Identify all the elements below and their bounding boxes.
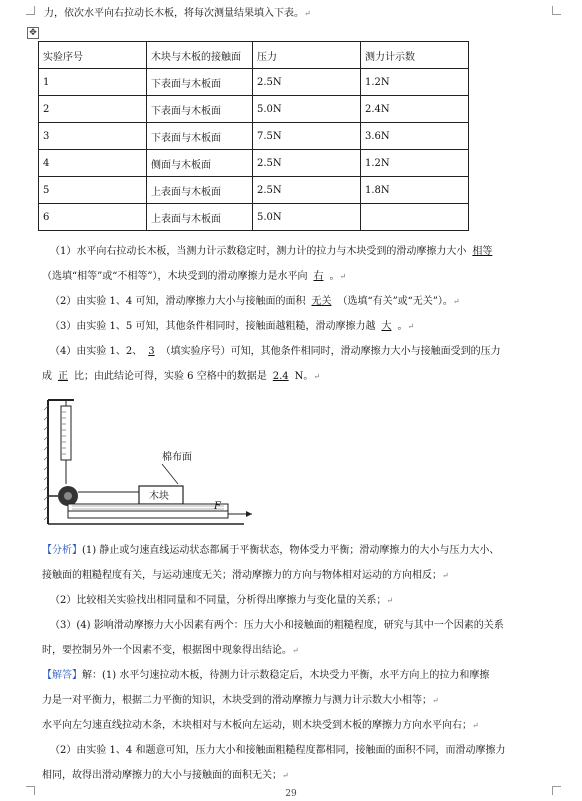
answer-blank: 相等 [472,246,493,257]
intro-line: 力，依次水平向右拉动长木板，将每次测量结果填入下表。↵ [44,8,311,19]
table-cell: 2 [39,96,147,123]
analysis-line-4: （3）(4) 影响滑动摩擦力大小因素有两个：压力大小和接触面的粗糙程度，研究与其中一个因素的关系 [50,620,504,631]
table-cell: 下表面与木板面 [147,69,253,96]
table-header-cell: 测力计示数 [361,42,469,69]
spring-scale-icon [61,406,71,460]
arrow-head [246,511,252,517]
question-2-line: （2）由实验 1、4 可知，滑动摩擦力大小与接触面的面积 无关 （选填“有关”或“无关”）。↵ [50,296,460,307]
table-cell: 下表面与木板面 [147,96,253,123]
table-cell: 7.5N [253,123,361,150]
answer-blank: 3 [148,346,155,357]
table-row [39,177,469,204]
table-cell: 1.2N [361,69,469,96]
table-row [39,150,469,177]
table-cell: 3 [39,123,147,150]
cloth-surface [68,504,228,511]
solution-line-4: （2）由实验 1、4 和题意可知，压力大小和接触面粗糙程度都相同，接触面的面积不同，而滑动摩擦力 [50,745,506,756]
table-cell: 上表面与木板面 [147,204,253,231]
table-header-cell: 木块与木板的接触面 [147,42,253,69]
solution-line-3: 水平向左匀速直线拉动木条，木块相对与木板向左运动，则木块受到木板的摩擦力方向水平向右；↵ [42,720,479,731]
table-cell: 3.6N [361,123,469,150]
table-header-row [39,42,469,69]
table-cell: 2.5N [253,177,361,204]
long-board [68,511,228,518]
page-number: 29 [285,789,297,799]
analysis-tag: 【分析】 [42,545,82,556]
answer-blank: 大 [381,321,392,332]
leader-line [162,464,178,484]
table-row [39,69,469,96]
table-cell: 1.2N [361,150,469,177]
answer-blank: 正 [58,371,68,382]
table-cell: 2.5N [253,150,361,177]
table-cell: 上表面与木板面 [147,177,253,204]
table-cell: 5.0N [253,204,361,231]
table-row [39,204,469,231]
question-1-line-2: （选填“相等”或“不相等”），木块受到的滑动摩擦力是水平向 右 。↵ [42,271,347,282]
table-header-cell: 实验序号 [39,42,147,69]
table-cell: 侧面与木板面 [147,150,253,177]
table-cell: 6 [39,204,147,231]
solution-tag: 【解答】 [42,670,82,681]
experiment-figure [44,396,264,536]
crop-mark [552,6,561,15]
table-header-cell: 压力 [253,42,361,69]
table-cell: 2.5N [253,69,361,96]
analysis-line-2: 接触面的粗糙程度有关，与运动速度无关；滑动摩擦力的方向与物体相对运动的方向相反；↵ [42,570,449,581]
question-3-line: （3）由实验 1、5 可知，其他条件相同时，接触面越粗糙，滑动摩擦力越 大 。↵ [50,321,415,332]
table-row [39,123,469,150]
cloth-label: 棉布面 [162,452,192,463]
solution-line-1: 【解答】解：(1) 水平匀速拉动木板，待测力计示数稳定后，木块受力平衡，水平方向上的拉力和摩擦 [42,670,490,681]
question-4-line-2: 成 正 比；由此结论可得，实验 6 空格中的数据是 2.4 N。↵ [42,371,321,382]
pulley-axle [64,492,72,500]
table-cell: 2.4N [361,96,469,123]
crop-mark [26,6,35,15]
analysis-line-1: 【分析】(1) 静止或匀速直线运动状态都属于平衡状态，物体受力平衡；滑动摩擦力的大小与压力大小、 [42,545,500,556]
table-cell: 4 [39,150,147,177]
analysis-line-5: 时，要控制另外一个因素不变，根据图中现象得出结论。↵ [42,645,299,656]
block-label: 木块 [149,491,169,502]
answer-blank: 无关 [311,296,332,307]
solution-line-2: 力是一对平衡力，根据二力平衡的知识，木块受到的滑动摩擦力与测力计示数大小相等；↵ [42,695,439,706]
results-table [38,41,469,231]
question-1-line-1: （1）水平向右拉动长木板，当测力计示数稳定时，测力计的拉力与木块受到的滑动摩擦力大小 相等 [50,246,498,258]
table-cell: 下表面与木板面 [147,123,253,150]
answer-blank: 右 [313,271,324,282]
answer-blank: 2.4 [272,371,289,382]
table-row [39,96,469,123]
analysis-line-3: （2）比较相关实验找出相同量和不同量，分析得出摩擦力与变化量的关系；↵ [50,595,394,606]
question-4-line-1: （4）由实验 1、2、 3 （填实验序号）可知，其他条件相同时，滑动摩擦力大小与接触面受到的压力 [50,346,501,357]
table-cell: 1 [39,69,147,96]
table-cell [361,204,469,231]
table-cell: 1.8N [361,177,469,204]
force-label: F [214,501,221,512]
table-cell: 5.0N [253,96,361,123]
table-move-handle-icon[interactable]: ✥ [27,27,39,39]
table-cell: 5 [39,177,147,204]
solution-line-5: 相同，故得出滑动摩擦力的大小与接触面的面积无关；↵ [42,770,289,781]
